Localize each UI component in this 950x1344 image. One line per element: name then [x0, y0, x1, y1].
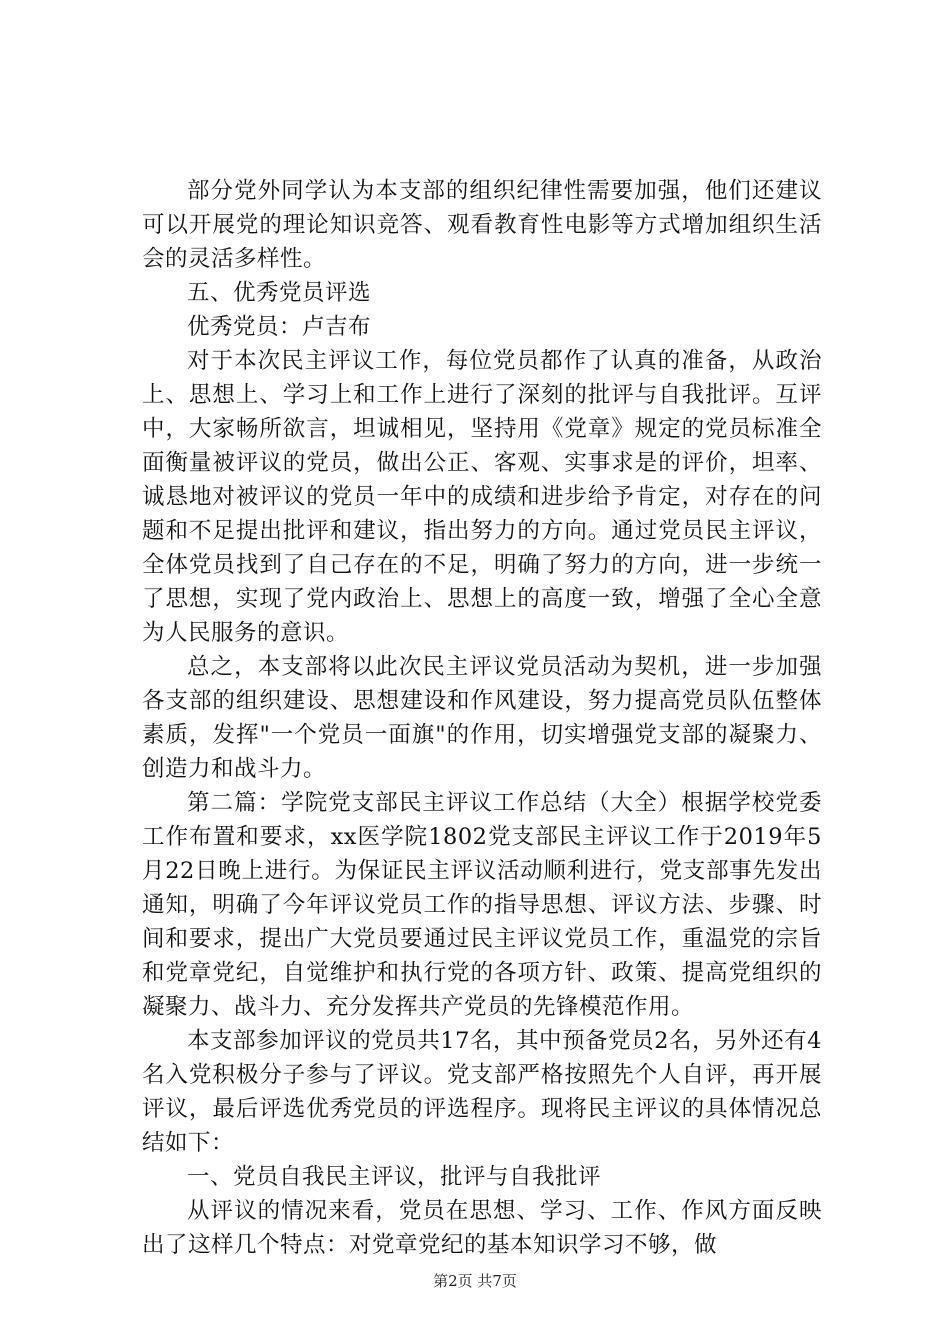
- paragraph: 部分党外同学认为本支部的组织纪律性需要加强，他们还建议可以开展党的理论知识竞答、观看教育性电影等方式增加组织生活会的灵活多样性。: [142, 178, 822, 272]
- paragraph: 从评议的情况来看，党员在思想、学习、工作、作风方面反映出了这样几个特点：对党章党纪的基本知识学习不够，做: [142, 1198, 822, 1258]
- paragraph: 第二篇：学院党支部民主评议工作总结（大全）根据学校党委工作布置和要求，xx医学院1802党支部民主评议工作于2019年5月22日晚上进行。为保证民主评议活动顺利进行，党支部事先发出通知，明确了今年评议党员工作的指导思想、评议方法、步骤、时间和要求，提出广大党员要通过民主评议党员工作，重温党的宗旨和党章党纪，自觉维护和执行党的各项方针、政策、提高党组织的凝聚力、战斗力、充分发挥共产党员的先锋模范作用。: [142, 790, 822, 1020]
- section-heading: 五、优秀党员评选: [187, 280, 372, 306]
- paragraph: 对于本次民主评议工作，每位党员都作了认真的准备，从政治上、思想上、学习上和工作上进行了深刻的批评与自我批评。互评中，大家畅所欲言，坦诚相见，坚持用《党章》规定的党员标准全面衡量被评议的党员，做出公正、客观、实事求是的评价，坦率、诚恳地对被评议的党员一年中的成绩和进步给予肯定，对存在的问题和不足提出批评和建议，指出努力的方向。通过党员民主评议，全体党员找到了自己存在的不足，明确了努力的方向，进一步统一了思想，实现了党内政治上、思想上的高度一致，增强了全心全意为人民服务的意识。: [142, 348, 822, 646]
- paragraph: 本支部参加评议的党员共17名，其中预备党员2名，另外还有4名入党积极分子参与了评议。党支部严格按照先个人自评，再开展评议，最后评选优秀党员的评选程序。现将民主评议的具体情况总结如下：: [142, 1028, 822, 1156]
- paragraph: 优秀党员：卢吉布: [187, 314, 372, 340]
- page-footer: 第2页 共7页: [433, 1272, 517, 1290]
- paragraph: 总之，本支部将以此次民主评议党员活动为契机，进一步加强各支部的组织建设、思想建设和作风建设，努力提高党员队伍整体素质，发挥"一个党员一面旗"的作用，切实增强党支部的凝聚力、创造力和战斗力。: [142, 654, 822, 782]
- document-body: [142, 174, 822, 1262]
- section-heading: 一、党员自我民主评议，批评与自我批评: [187, 1164, 602, 1190]
